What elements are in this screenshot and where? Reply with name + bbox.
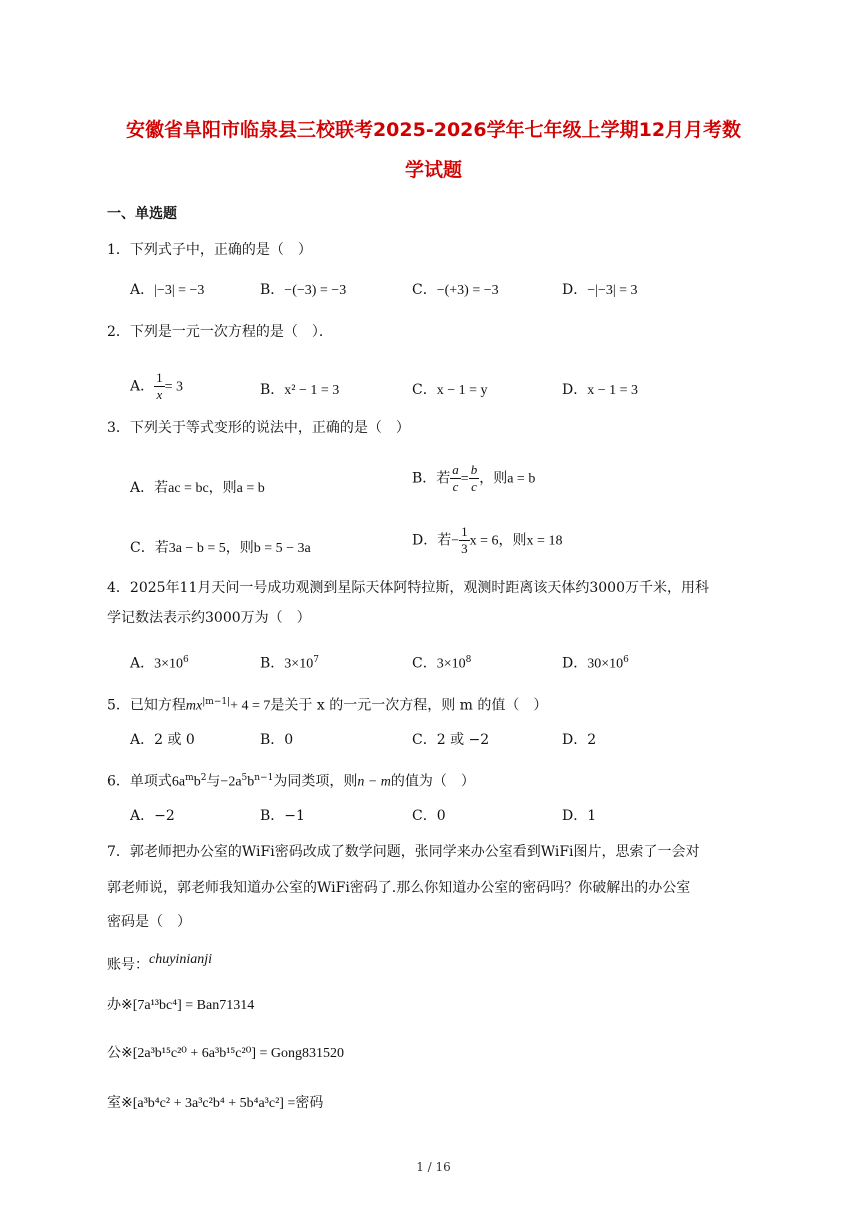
q1-option-a: A．|−3| = −3 — [130, 282, 205, 298]
q2-option-b: B．x² − 1 = 3 — [260, 382, 340, 398]
q6-option-b: B．−1 — [260, 808, 305, 824]
q3-option-b: B．若 $\frac{a}{c}$ = $\frac{b}{c}$ ，则a = b — [412, 462, 536, 494]
q4-option-a: A．$3\times 10^6$ — [130, 655, 189, 672]
q3-option-c: C．若3a − b = 5，则b = 5 − 3a — [130, 540, 311, 556]
question-7-cont2: 密码是（ ） — [107, 914, 191, 930]
wifi-row-1: 办※[7a¹³bc⁴] = Ban71314 — [107, 997, 255, 1013]
q6-option-a: A．−2 — [130, 808, 175, 824]
question-6: 6．单项式$6a^mb^2$与$-2a^5b^{n-1}$为同类项，则n − m的值为（ ） — [107, 773, 475, 790]
question-4: 4．2025年11月天问一号成功观测到星际天体阿特拉斯，观测时距离该天体约3000万千米，用科 — [107, 580, 709, 596]
q3-option-a: A．若ac = bc，则a = b — [130, 480, 265, 496]
q6-option-c: C．0 — [412, 808, 446, 824]
q2-option-d: D．x − 1 = 3 — [562, 382, 639, 398]
q4-option-c: C．$3\times 10^8$ — [412, 655, 472, 672]
wifi-row-3: 室※[a³b⁴c² + 3a³c²b⁴ + 5b⁴a³c²] =密码 — [107, 1095, 324, 1111]
q5-option-a: A．2 或 0 — [130, 732, 195, 748]
question-5: 5．已知方程$mx^{|m-1|}+ 4 = 7$是关于 x 的一元一次方程，则 m 的值（ ） — [107, 697, 548, 714]
q4-option-d: D．$30\times 10^6$ — [562, 655, 629, 672]
question-2: 2．下列是一元一次方程的是（ ）． — [107, 324, 333, 340]
q3-option-d: D．若− $\frac{1}{3}$ x = 6，则x = 18 — [412, 524, 563, 556]
q5-option-d: D．2 — [562, 732, 597, 748]
wifi-account: 账号：chuyinianji — [107, 952, 212, 973]
q1-option-d: D．−|−3| = 3 — [562, 282, 638, 298]
wifi-row-2: 公※[2a³b¹⁵c²⁰ + 6a³b¹⁵c²⁰] = Gong831520 — [107, 1045, 344, 1061]
question-4-cont: 学记数法表示约3000万为（ ） — [107, 610, 311, 626]
page-title: 安徽省阜阳市临泉县三校联考2025-2026学年七年级上学期12月月考数 — [125, 119, 742, 141]
q1-option-b: B．−(−3) = −3 — [260, 282, 347, 298]
q2-option-a: A． $\frac{1}{x}$ = 3 — [130, 370, 184, 402]
q6-option-d: D．1 — [562, 808, 597, 824]
question-3: 3．下列关于等式变形的说法中，正确的是（ ） — [107, 420, 410, 436]
question-7: 7．郭老师把办公室的WiFi密码改成了数学问题，张同学来办公室看到WiFi图片，思索了一会对 — [107, 844, 700, 860]
q1-option-c: C．−(+3) = −3 — [412, 282, 499, 298]
q5-option-c: C．2 或 −2 — [412, 732, 490, 748]
question-7-cont: 郭老师说，郭老师我知道办公室的WiFi密码了.那么你知道办公室的密码吗？你破解出的办公室 — [107, 880, 691, 896]
q5-option-b: B．0 — [260, 732, 294, 748]
page-title-cont: 学试题 — [404, 159, 462, 181]
section-heading: 一、单选题 — [107, 206, 177, 222]
q4-option-b: B．$3\times 10^7$ — [260, 655, 319, 672]
page-number: 1 / 16 — [416, 1160, 451, 1174]
question-1: 1．下列式子中，正确的是（ ） — [107, 242, 312, 258]
q2-option-c: C．x − 1 = y — [412, 382, 488, 398]
